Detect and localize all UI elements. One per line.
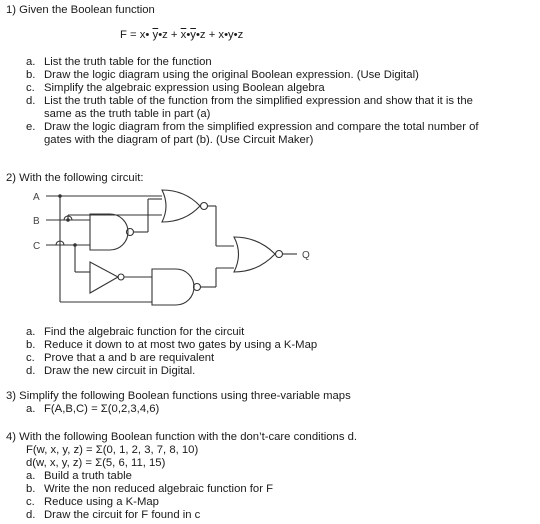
not-gate (90, 262, 118, 293)
q1-item-a: a. List the truth table for the function (26, 56, 212, 68)
q4-item-b: b. Write the non reduced algebraic function for F (26, 483, 273, 495)
input-b-label: B (33, 216, 40, 227)
q1-item-d-cont: same as the truth table in part (a) (44, 108, 211, 120)
q1-item-b: b. Draw the logic diagram using the original Boolean expression. (Use Digital) (26, 69, 419, 81)
input-c-label: C (33, 241, 41, 252)
q1-item-c: c. Simplify the algebraic expression using Boolean algebra (26, 82, 325, 94)
input-a-label: A (33, 192, 40, 203)
q2-item-c: c. Prove that a and b are requivalent (26, 352, 215, 364)
and-gate-middle (90, 214, 128, 250)
q2-item-d: d. Draw the new circuit in Digital. (26, 365, 196, 377)
q2-item-b: b. Reduce it down to at most two gates by using a K-Map (26, 339, 318, 351)
question-2-heading: 2) With the following circuit: (6, 172, 144, 184)
output-q-label: Q (302, 250, 310, 261)
q4-item-a: a. Build a truth table (26, 470, 132, 482)
dont-care-definition: d(w, x, y, z) = Σ(5, 6, 11, 15) (26, 457, 166, 469)
q1-item-e-cont: gates with the diagram of part (b). (Use Circuit Maker) (44, 134, 314, 146)
q4-item-c: c. Reduce using a K-Map (26, 496, 159, 508)
question-4-heading: 4) With the following Boolean function with the don’t-care conditions d. (6, 431, 358, 443)
or-gate-output (234, 237, 275, 272)
function-f-definition: F(w, x, y, z) = Σ(0, 1, 2, 3, 7, 8, 10) (26, 444, 199, 456)
q4-item-d: d. Draw the circuit for F found in c (26, 509, 201, 521)
q1-item-e: e. Draw the logic diagram from the simplified expression and compare the total number of (26, 121, 479, 133)
and-gate-bottom (152, 269, 194, 305)
q1-item-d: d. List the truth table of the function from the simplified expression and show that it is the (26, 95, 473, 107)
question-1-heading: 1) Given the Boolean function (6, 4, 155, 16)
boolean-function-formula: F = x• $\overline{y}•z$ + $\overline{x}•\overline{y}•z$ + x•y•z (120, 29, 244, 41)
q2-item-a: a. Find the algebraic function for the circuit (26, 326, 245, 338)
question-3-heading: 3) Simplify the following Boolean functions using three-variable maps (6, 390, 351, 402)
or-gate (162, 190, 200, 222)
q3-item-a: a. F(A,B,C) = Σ(0,2,3,4,6) (26, 403, 160, 415)
